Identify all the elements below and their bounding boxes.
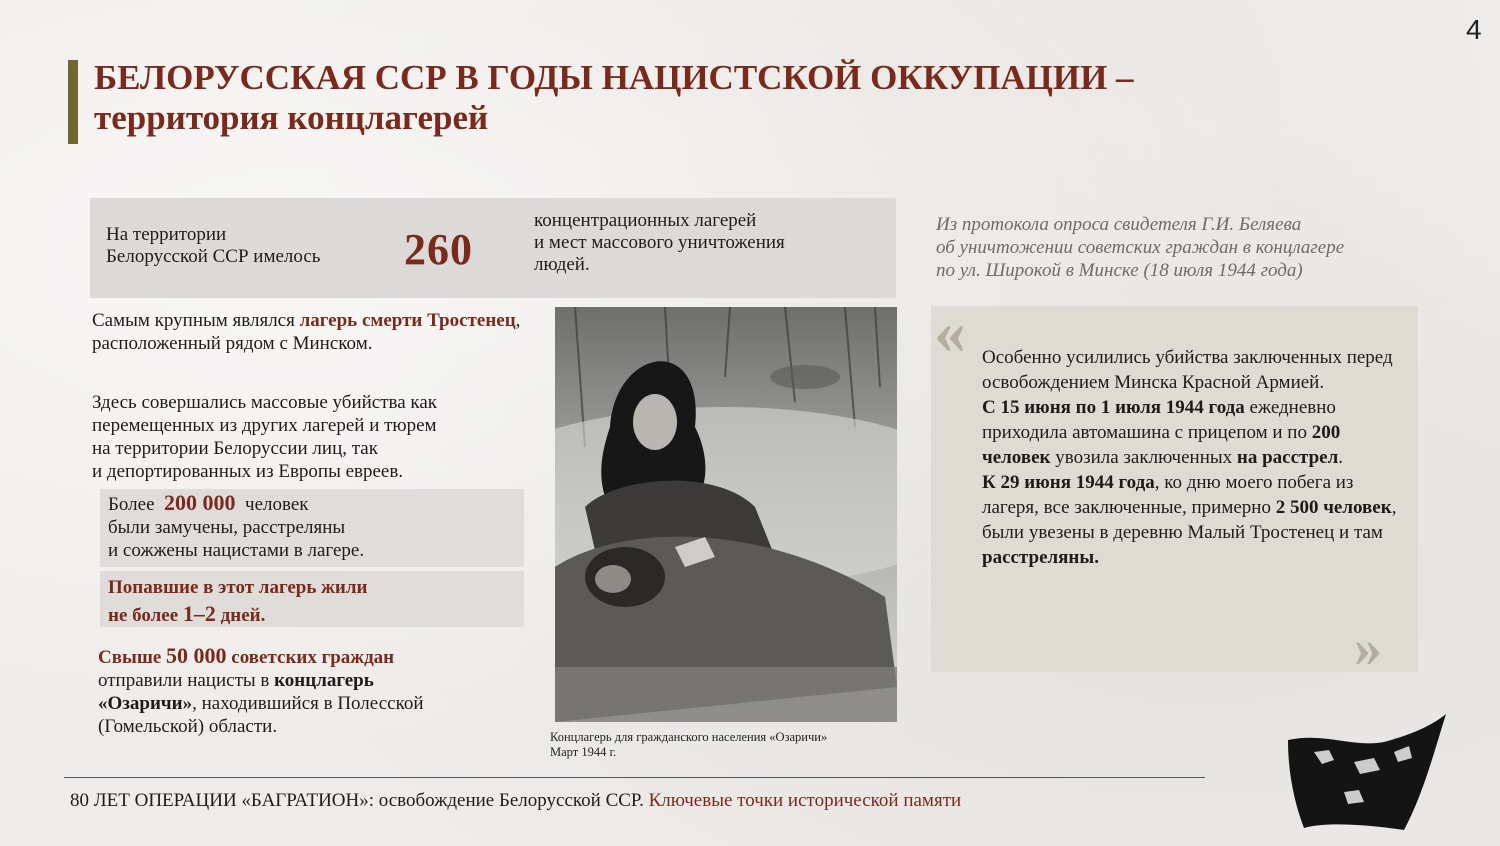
ozarichi-line-2-pre: отправили нацисты в <box>98 670 275 691</box>
quote-s2-c: . <box>1338 447 1343 468</box>
quote-open-mark: « <box>934 296 966 367</box>
days-pre: не более <box>108 605 183 626</box>
mass-killings-line-2: перемещенных из других лагерей и тюрем <box>92 415 437 436</box>
protocol-line-1: Из протокола опроса свидетеля Г.И. Беляева <box>936 214 1302 235</box>
footer-accent: Ключевые точки исторической памяти <box>648 790 962 811</box>
ozarichi-number: 50 000 <box>166 643 227 668</box>
map-logo-icon <box>1284 712 1450 832</box>
ozarichi-line-2-bold: концлагерь <box>274 670 374 691</box>
title-line-2: территория концлагерей <box>94 98 489 137</box>
stat-left-line-2: Белорусской ССР имелось <box>106 246 321 267</box>
stat-right-line-3: людей. <box>534 254 590 275</box>
quote-s2-bold3: на расстрел <box>1236 447 1339 468</box>
quote-s2-a: ежедневно приходила автомашина с прицепом и по <box>982 397 1336 443</box>
days-number: 1–2 <box>182 601 216 626</box>
page-title <box>94 58 1344 138</box>
mass-killings-line-3: на территории Белоруссии лиц, так <box>92 438 378 459</box>
days-line-1: Попавшие в этот лагерь жили <box>108 577 368 598</box>
historical-photo <box>555 307 897 722</box>
quote-sentence-1: Особенно усилились убийства заключенных перед освобождением Минска Красной Армией. <box>982 347 1393 393</box>
victims-line-3: и сожжены нацистами в лагере. <box>108 540 365 561</box>
quote-s3-bold2: 2 500 человек <box>1275 497 1392 518</box>
page-number: 4 <box>1466 14 1482 45</box>
victims-line-2: были замучены, расстреляны <box>108 517 346 538</box>
ozarichi-line-4: (Гомельской) области. <box>98 716 278 737</box>
stat-right-line-1: концентрационных лагерей <box>534 210 757 231</box>
quote-s3-bold3: расстреляны. <box>982 547 1099 568</box>
victims-number: 200 000 <box>164 490 236 515</box>
caption-line-2: Март 1944 г. <box>550 745 617 759</box>
mass-killings-paragraph <box>92 391 532 483</box>
protocol-line-3: по ул. Широкой в Минске (18 июля 1944 года) <box>936 260 1303 281</box>
title-accent-bar <box>68 60 78 144</box>
days-box <box>100 571 524 627</box>
ozarichi-line-3-post: , находившийся в Полесской <box>192 693 424 714</box>
ozarichi-post: советских граждан <box>231 647 395 668</box>
days-post: дней. <box>215 605 266 626</box>
quote-s3-a: , ко дню моего побега из лагеря, все заключенные, примерно <box>982 472 1354 518</box>
quote-date-2: К 29 июня 1944 года <box>982 472 1155 493</box>
stat-right-line-2: и мест массового уничтожения <box>534 232 785 253</box>
footer-divider <box>64 777 1205 778</box>
protocol-line-2: об уничтожении советских граждан в концлагере <box>936 237 1345 258</box>
footer <box>70 789 1220 813</box>
mass-killings-line-4: и депортированных из Европы евреев. <box>92 461 404 482</box>
stat-number: 260 <box>404 225 473 274</box>
stat-right-text <box>534 210 884 276</box>
victims-post: человек <box>245 494 309 515</box>
quote-text <box>982 345 1412 570</box>
trostenets-pre: Самым крупным являлся <box>92 310 300 331</box>
victims-pre: Более <box>108 494 155 515</box>
photo-illustration <box>555 307 897 722</box>
ozarichi-pre: Свыше <box>98 647 162 668</box>
ozarichi-line-3-bold: «Озаричи» <box>98 693 193 714</box>
mass-killings-line-1: Здесь совершались массовые убийства как <box>92 392 438 413</box>
quote-s3-b: , были увезены в деревню Малый Тростенец и там <box>982 497 1397 543</box>
ozarichi-paragraph <box>98 644 538 738</box>
trostenets-paragraph <box>92 309 522 355</box>
trostenets-highlight: лагерь смерти Тростенец <box>299 310 516 331</box>
photo-caption <box>550 730 910 760</box>
trostenets-post: , расположенный рядом с Минском. <box>92 310 521 354</box>
quote-s2-b: увозила заключенных <box>1050 447 1237 468</box>
quote-close-mark: » <box>1354 617 1382 679</box>
quote-s2-bold2: 200 человек <box>982 422 1341 468</box>
caption-line-1: Концлагерь для гражданского населения «Озаричи» <box>550 730 828 744</box>
stat-left-text <box>106 224 386 268</box>
stat-left-line-1: На территории <box>106 224 227 245</box>
footer-main: 80 ЛЕТ ОПЕРАЦИИ «БАГРАТИОН»: освобождение Белорусской ССР. <box>70 790 649 811</box>
victims-box <box>100 489 524 567</box>
protocol-heading <box>936 213 1456 282</box>
quote-date-1: С 15 июня по 1 июля 1944 года <box>982 397 1245 418</box>
title-line-1: БЕЛОРУССКАЯ ССР В ГОДЫ НАЦИСТСКОЙ ОККУПАЦИИ – <box>94 58 1134 97</box>
